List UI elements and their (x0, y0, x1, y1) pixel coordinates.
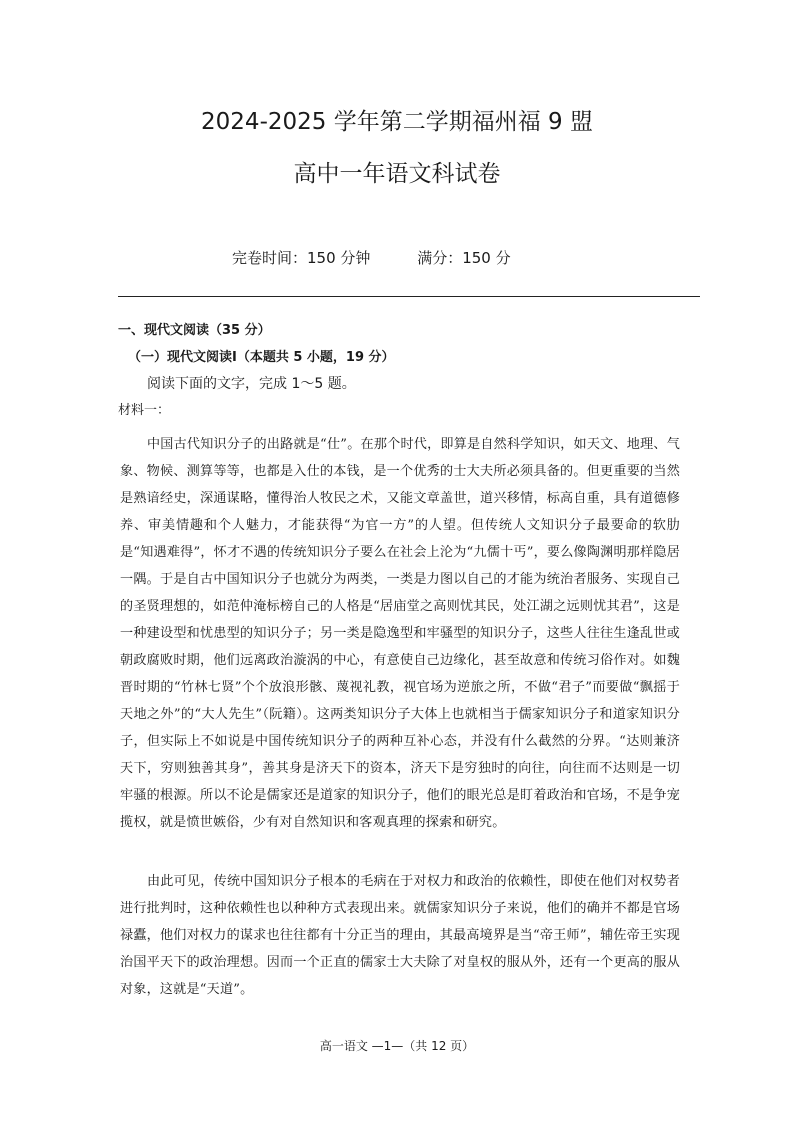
exam-title-line2: 高中一年语文科试卷 (293, 161, 501, 187)
exam-score: 满分：150 分 (417, 249, 511, 267)
material-paragraph-2: 由此可见，传统中国知识分子根本的毛病在于对权力和政治的依赖性，即使在他们对权势者进行批判时，这种依赖性也以种种方式表现出来。就儒家知识分子来说，他们的确并不都是官场禄蠹，他们对权力的谋求也往往都有十分正当的理由，其最高境界是当“帝王师”，辅佐帝王实现治国平天下的政治理想。因而一个正直的儒家士大夫除了对皇权的服从外，还有一个更高的服从对象，这就是“天道”。 (120, 874, 680, 997)
section-subheading: （一）现代文阅读Ⅰ（本题共 5 小题，19 分） (128, 350, 395, 365)
exam-time: 完卷时间：150 分钟 (232, 249, 371, 267)
page-footer: 高一语文 —1—（共 12 页） (319, 1039, 475, 1053)
exam-meta (232, 247, 511, 268)
header-divider (118, 296, 700, 297)
material-label: 材料一： (118, 403, 171, 418)
section-heading: 一、现代文阅读（35 分） (118, 323, 271, 338)
material-paragraph-1: 中国古代知识分子的出路就是“仕”。在那个时代，即算是自然科学知识，如天文、地理、气象、物候、测算等等，也都是入仕的本钱，是一个优秀的士大夫所必须具备的。但更重要的当然是熟谙经史，深通谋略，懂得治人牧民之术，又能文章盖世，道兴移情，标高自重，具有道德修养、审美情趣和个人魅力，才能获得“为官一方”的人望。但传统人文知识分子最要命的软肋是“知遇难得”，怀才不遇的传统知识分子要么在社会上沦为“九儒十丐”，要么像陶渊明那样隐居一隅。于是自古中国知识分子也就分为两类，一类是力图以自己的才能为统治者服务、实现自己的圣贤理想的，如范仲淹标榜自己的人格是“居庙堂之高则忧其民，处江湖之远则忧其君”，这是一种建设型和忧患型的知识分子；另一类是隐逸型和牢骚型的知识分子，这些人往往生逢乱世或朝政腐败时期，他们远离政治漩涡的中心，有意使自己边缘化，甚至故意和传统习俗作对。如魏晋时期的“竹林七贤”个个放浪形骸、蔑视礼教，视官场为逆旅之所，不做“君子”而要做“飘摇于天地之外”的“大人先生”（阮籍）。这两类知识分子大体上也就相当于儒家知识分子和道家知识分子，但实际上不如说是中国传统知识分子的两种互补心态，并没有什么截然的分界。“达则兼济天下，穷则独善其身”，善其身是济天下的资本，济天下是穷独时的向往，向往而不达则是一切牢骚的根源。所以不论是儒家还是道家的知识分子，他们的眼光总是盯着政治和官场，不是争宠揽权，就是愤世嫉俗，少有对自然知识和客观真理的探索和研究。 (120, 437, 680, 830)
reading-instruction: 阅读下面的文字，完成 1～5 题。 (147, 376, 356, 392)
exam-title-line1: 2024-2025 学年第二学期福州福 9 盟 (201, 109, 593, 135)
